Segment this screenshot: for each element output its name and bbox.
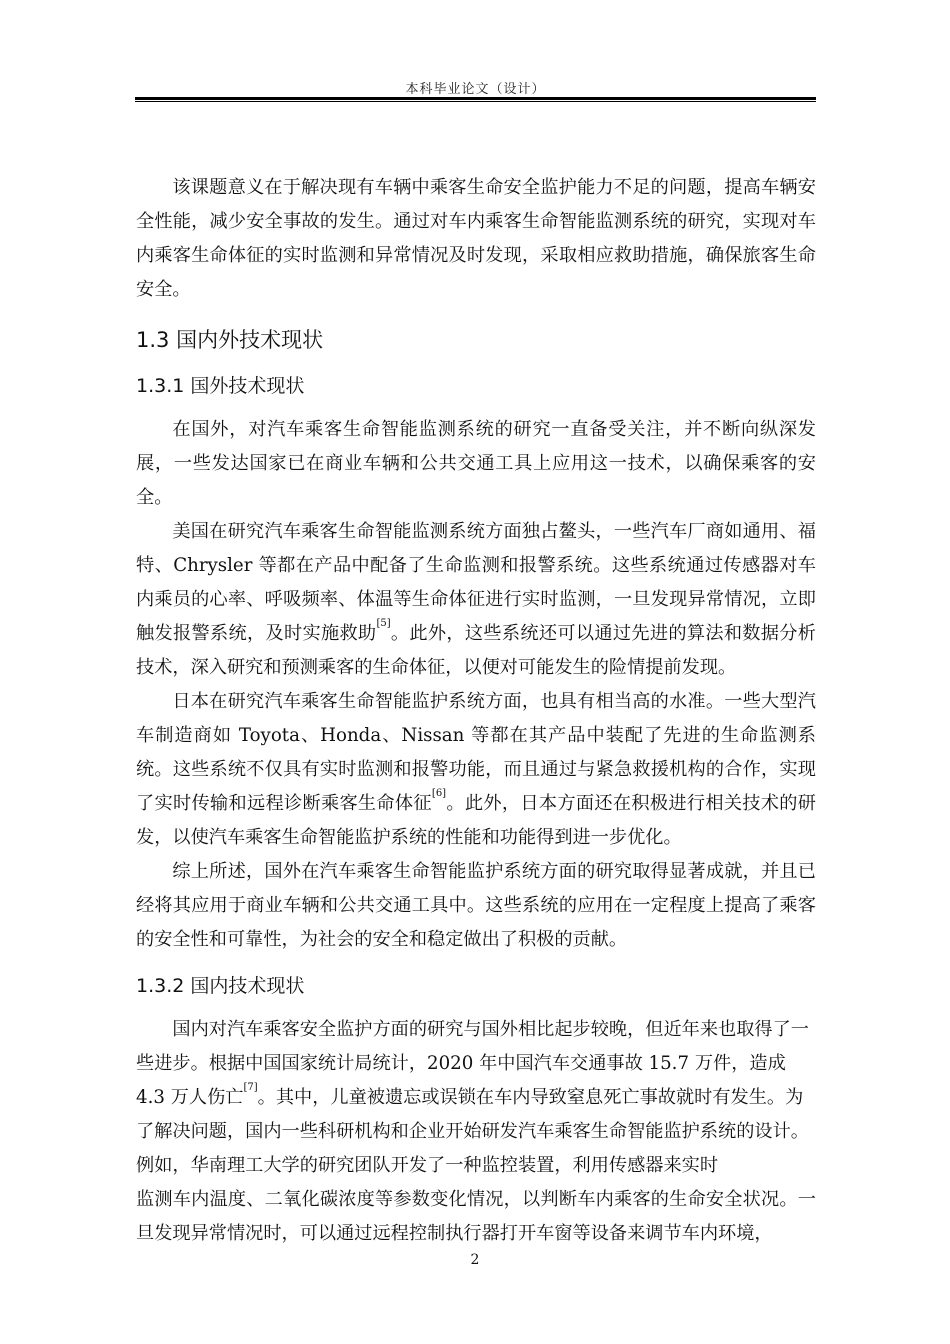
- section-heading-1-3: 1.3 国内外技术现状: [136, 328, 324, 352]
- paragraph-usa: [136, 515, 816, 685]
- citation-6: [6]: [431, 788, 447, 799]
- paragraph-usa-text-a: 美国在研究汽车乘客生命智能监测系统方面独占鳌头，一些汽车厂商如通用、福特、Chrysler 等都在产品中配备了生命监测和报警系统。这些系统通过传感器对车内乘员的心率、呼吸频率、体温等生命体征进行实时监测，一旦发现异常情况，立即触发报警系统，及时实施救助: [136, 521, 816, 644]
- paragraph-japan: [136, 685, 816, 855]
- section-heading-1-3-2: 1.3.2 国内技术现状: [136, 975, 305, 997]
- paragraph-domestic-text-b: 。其中，儿童被遗忘或误锁在车内导致窒息死亡事故就时有发生。为了解决问题，国内一些科研机构和企业开始研发汽车乘客生命智能监护系统的设计。例如，华南理工大学的研究团队开发了一种监控装置，利用传感器来实时: [136, 1087, 809, 1176]
- citation-7: [7]: [243, 1082, 258, 1093]
- paragraph-japan-text-b: 。此外，日本方面还在积极进行相关技术的研发，以使汽车乘客生命智能监护系统的性能和功能得到进一步优化。: [136, 793, 816, 848]
- header-rule-thin: [135, 101, 816, 102]
- paragraph-summary: 综上所述，国外在汽车乘客生命智能监护系统方面的研究取得显著成就，并且已经将其应用于商业车辆和公共交通工具中。这些系统的应用在一定程度上提高了乘客的安全性和可靠性，为社会的安全和稳定做出了积极的贡献。: [136, 861, 816, 950]
- page-number: 2: [470, 1252, 480, 1268]
- citation-5: [5]: [376, 618, 391, 629]
- running-header: 本科毕业论文（设计）: [405, 82, 546, 97]
- paragraph-usa-text-b: 。此外，这些系统还可以通过先进的算法和数据分析技术，深入研究和预测乘客的生命体征，以便对可能发生的险情提前发现。: [136, 623, 816, 678]
- page-body: [136, 171, 816, 1251]
- paragraph-domestic: [136, 1013, 816, 1183]
- paragraph-domestic-text-a: 国内对汽车乘客安全监护方面的研究与国外相比起步较晚，但近年来也取得了一些进步。根据中国国家统计局统计，2020 年中国汽车交通事故 15.7 万件，造成 4.3 万人伤亡: [136, 1019, 809, 1108]
- paragraph-intro: 该课题意义在于解决现有车辆中乘客生命安全监护能力不足的问题，提高车辆安全性能，减少安全事故的发生。通过对车内乘客生命智能监测系统的研究，实现对车内乘客生命体征的实时监测和异常情况及时发现，采取相应救助措施，确保旅客生命安全。: [136, 177, 816, 300]
- header-rule-thick: [135, 97, 816, 100]
- paragraph-japan-text-a: 日本在研究汽车乘客生命智能监护系统方面，也具有相当高的水准。一些大型汽车制造商如 Toyota、Honda、Nissan 等都在其产品中装配了先进的生命监测系统。这些系统不仅具有实时监测和报警功能，而且通过与紧急救援机构的合作，实现了实时传输和远程诊断乘客生命体征: [136, 691, 816, 814]
- paragraph-foreign-overview: 在国外，对汽车乘客生命智能监测系统的研究一直备受关注，并不断向纵深发展，一些发达国家已在商业车辆和公共交通工具上应用这一技术，以确保乘客的安全。: [136, 419, 816, 508]
- section-heading-1-3-1: 1.3.1 国外技术现状: [136, 375, 305, 397]
- paragraph-domestic-continued: 监测车内温度、二氧化碳浓度等参数变化情况，以判断车内乘客的生命安全状况。一旦发现异常情况时，可以通过远程控制执行器打开车窗等设备来调节车内环境，: [136, 1189, 816, 1244]
